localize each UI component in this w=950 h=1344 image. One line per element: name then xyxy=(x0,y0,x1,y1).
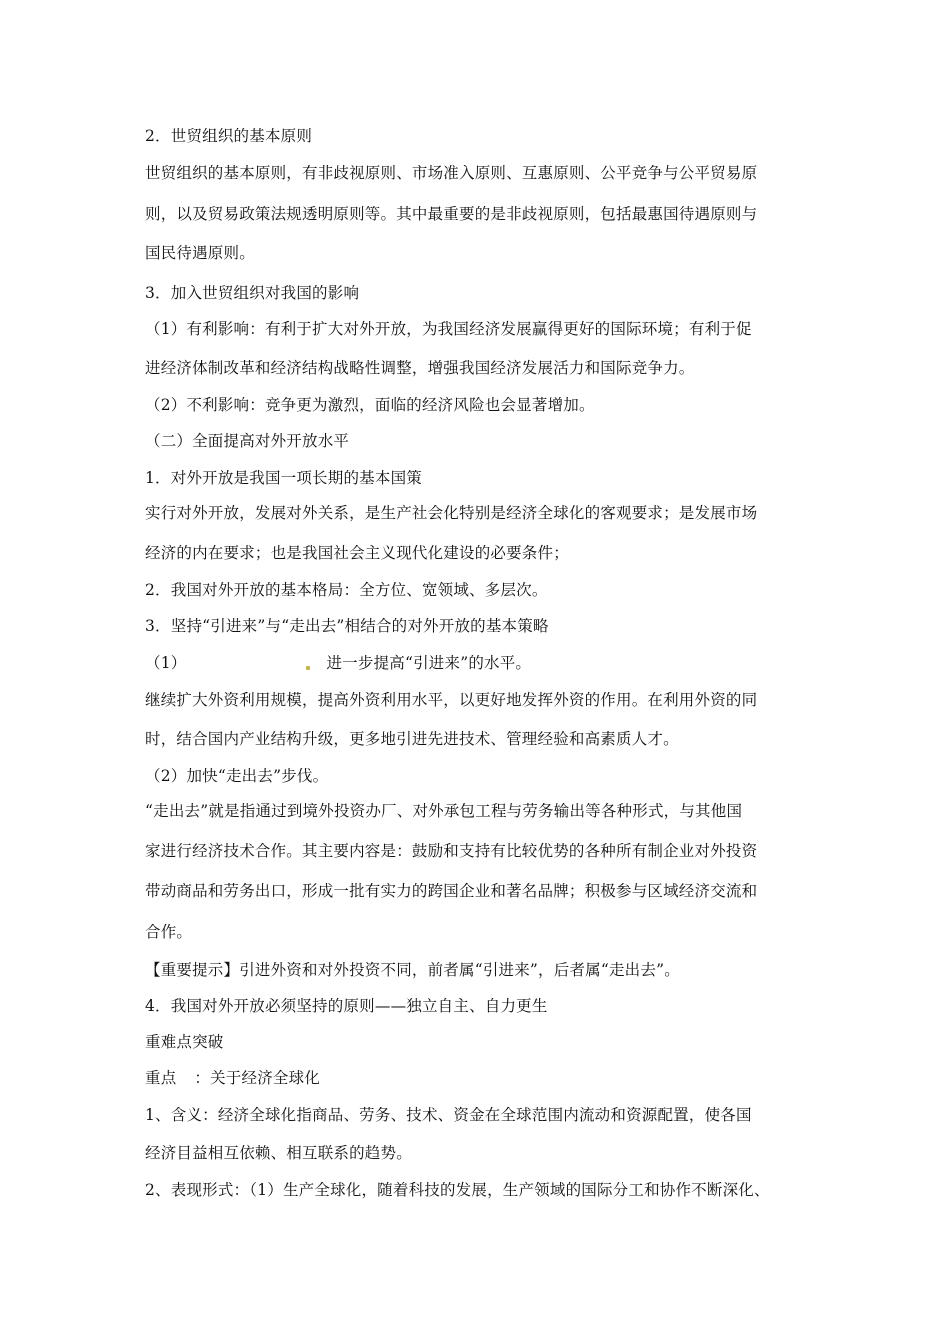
heading-opening-policy: 1．对外开放是我国一项长期的基本国策 xyxy=(145,469,422,487)
paragraph-line: 进经济体制改革和经济结构战略性调整，增强我国经济发展活力和国际竞争力。 xyxy=(145,359,695,377)
paragraph-line: 继续扩大外资利用规模，提高外资利用水平，以更好地发挥外资的作用。在利用外资的同 xyxy=(145,691,758,709)
paragraph-line: 时，结合国内产业结构升级，更多地引进先进技术、管理经验和高素质人才。 xyxy=(145,730,679,748)
paragraph-line: 则，以及贸易政策法规透明原则等。其中最重要的是非歧视原则，包括最惠国待遇原则与 xyxy=(145,205,758,223)
paragraph-line: 经济目益相互依赖、相互联系的趋势。 xyxy=(145,1144,412,1162)
heading-principle: 4．我国对外开放必须坚持的原则——独立自主、自力更生 xyxy=(145,997,548,1015)
subheading-text: 进一步提高“引进来”的水平。 xyxy=(326,654,532,672)
subheading-bring-in xyxy=(145,653,810,673)
key-point-text: ：关于经济全球化 xyxy=(194,1069,321,1087)
tip-text: 引进外资和对外投资不同，前者属“引进来”，后者属“走出去”。 xyxy=(239,961,680,979)
paragraph-line: 世贸组织的基本原则，有非歧视原则、市场准入原则、互惠原则、公平竞争与公平贸易原 xyxy=(145,164,758,182)
paragraph-line: 家进行经济技术合作。其主要内容是：鼓励和支持有比较优势的各种所有制企业对外投资 xyxy=(145,842,758,860)
paragraph-line: 1、含义：经济全球化指商品、劳务、技术、资金在全球范围内流动和资源配置，使各国 xyxy=(145,1106,752,1124)
heading-strategy: 3．坚持“引进来”与“走出去”相结合的对外开放的基本策略 xyxy=(145,617,549,635)
section-heading-key-points: 重难点突破 xyxy=(145,1033,224,1051)
heading-wto-principles: 2．世贸组织的基本原则 xyxy=(145,127,313,145)
paragraph-line: （2）不利影响：竞争更为激烈，面临的经济风险也会显著增加。 xyxy=(145,396,595,414)
section-heading: （二）全面提高对外开放水平 xyxy=(145,432,350,450)
paragraph-line: 国民待遇原则。 xyxy=(145,244,255,262)
list-marker: （1） xyxy=(145,654,187,672)
stray-mark xyxy=(306,666,310,670)
subheading-go-out: （2）加快“走出去”步伐。 xyxy=(145,767,329,785)
heading-wto-impact: 3．加入世贸组织对我国的影响 xyxy=(145,284,360,302)
paragraph-line: 合作。 xyxy=(145,923,193,941)
paragraph-line: “走出去”就是指通过到境外投资办厂、对外承包工程与劳务输出等各种形式，与其他国 xyxy=(145,802,743,820)
paragraph-line: 经济的内在要求；也是我国社会主义现代化建设的必要条件； xyxy=(145,544,569,562)
paragraph-line: （1）有利影响：有利于扩大对外开放，为我国经济发展赢得更好的国际环境；有利于促 xyxy=(145,320,752,338)
paragraph-line: 带动商品和劳务出口，形成一批有实力的跨国企业和著名品牌；积极参与区域经济交流和 xyxy=(145,882,758,900)
tip-label: 【重要提示】 xyxy=(145,961,240,979)
paragraph-line: 实行对外开放，发展对外关系，是生产社会化特别是经济全球化的客观要求；是发展市场 xyxy=(145,504,758,522)
key-point-prefix: 重点 xyxy=(145,1069,177,1087)
important-tip xyxy=(145,960,810,980)
paragraph-line: 2、表现形式：（1）生产全球化，随着科技的发展，生产领域的国际分工和协作不断深化、 xyxy=(145,1181,770,1199)
key-point-heading xyxy=(145,1068,810,1088)
paragraph-line: 2．我国对外开放的基本格局：全方位、宽领域、多层次。 xyxy=(145,581,548,599)
